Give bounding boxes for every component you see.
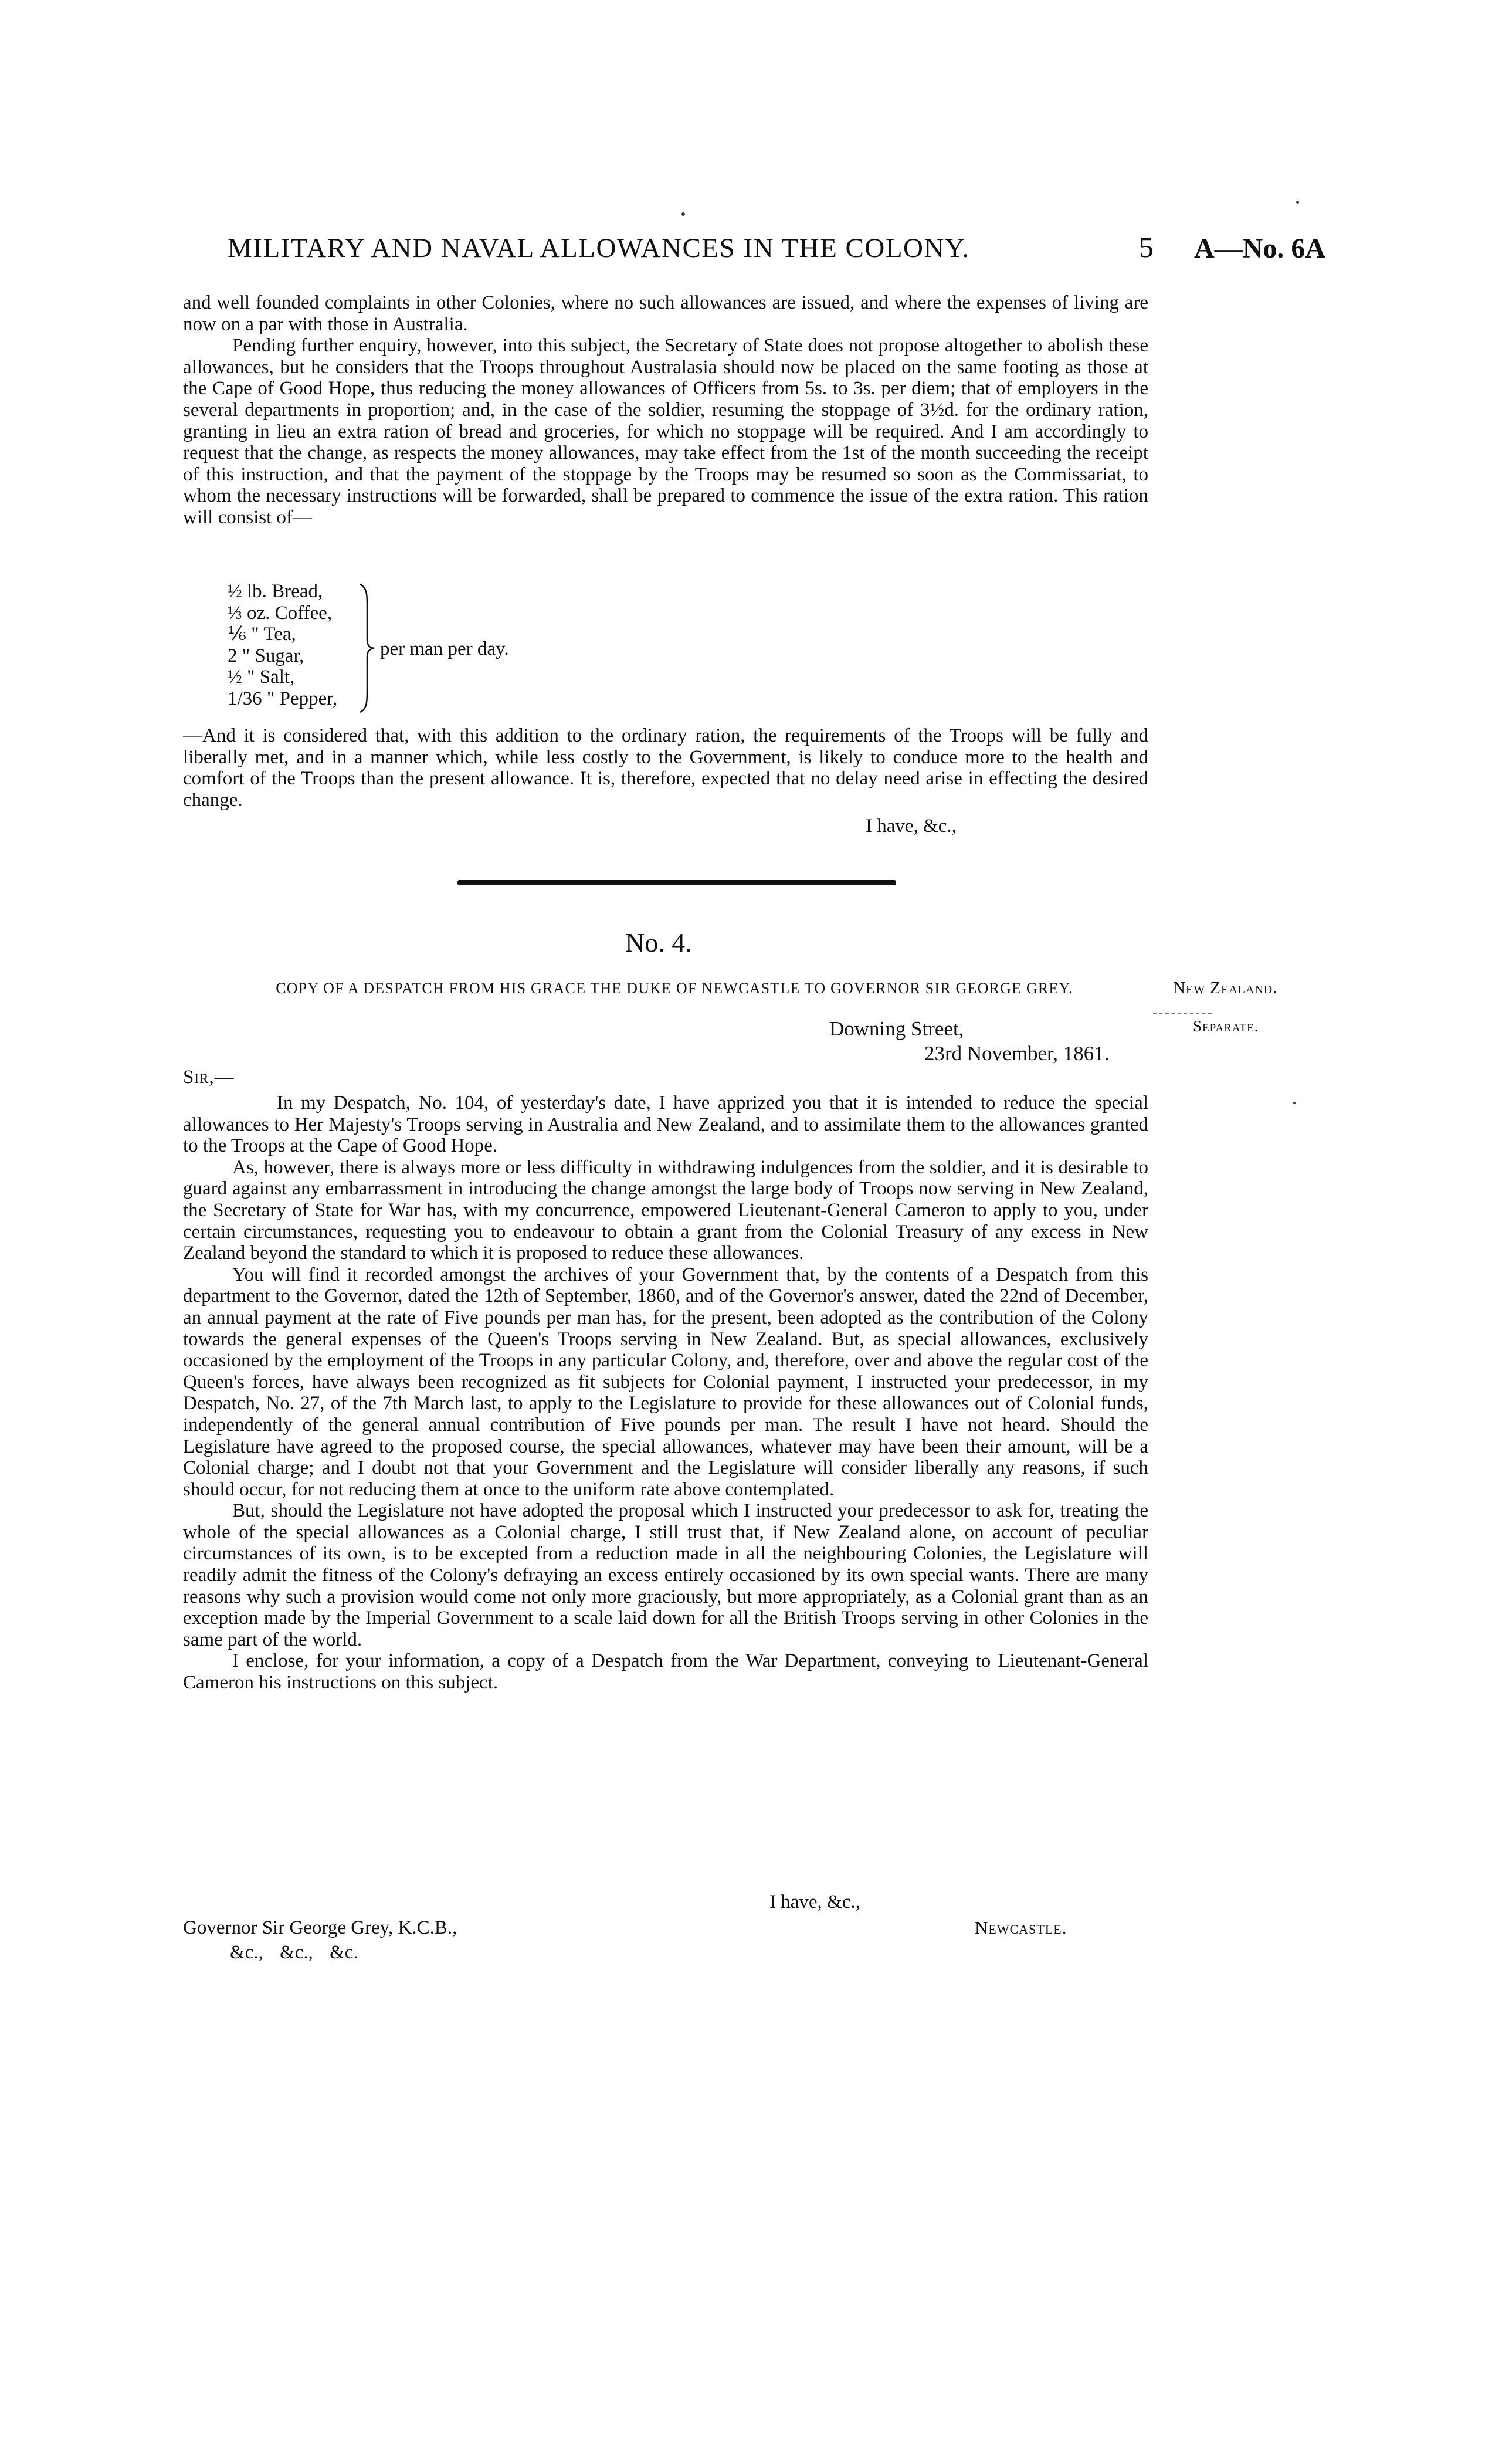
- paragraph: and well founded complaints in other Colonies, where no such allowances are issued, and where the expenses of living are now on a par with those in Australia.: [183, 292, 1148, 335]
- paragraph: I enclose, for your information, a copy of a Despatch from the War Department, conveying to Lieutenant-General Cameron his instructions on this subject.: [183, 1650, 1148, 1694]
- despatch-heading: COPY OF A DESPATCH FROM HIS GRACE THE DUKE OF NEWCASTLE TO GOVERNOR SIR GEORGE GREY.: [276, 980, 1073, 997]
- paragraph: As, however, there is always more or less difficulty in withdrawing indulgences from the soldier, and it is desirable to guard against any embarrassment in introducing the change amongst the large body of Troops now serving in New Zealand, the Secretary of State for War has, with my concurrence, empowered Lieutenant-General Cameron to apply to you, under certain circumstances, requesting you to endeavour to obtain a grant from the Colonial Treasury of any excess in New Zealand beyond the standard to which it is proposed to reduce these allowances.: [183, 1156, 1148, 1264]
- brace: [359, 583, 375, 713]
- paragraph: You will find it recorded amongst the archives of your Government that, by the contents of a Despatch from this department to the Governor, dated the 12th of September, 1860, and of the Governor's answer, dated the 22nd of December, an annual payment at the rate of Five pounds per man has, for the present, been adopted as the contribution of the Colony towards the general expenses of the Queen's Troops serving in New Zealand. But, as special allowances, exclusively occasioned by the employment of the Troops in any particular Colony, and, therefore, over and above the regular cost of the Queen's forces, have always been recognized as fit subjects for Colonial payment, I instructed your predecessor, in my Despatch, No. 27, of the 7th March last, to apply to the Legislature to provide for these allowances out of Colonial funds, independently of the general annual contribution of Five pounds per man. The result I have not heard. Should the Legislature have agreed to the proposed course, the special allowances, whatever may have been their amount, will be a Colonial charge; and I doubt not that your Government and the Legislature will consider liberally any reasons, if such should occur, for not reducing them at once to the uniform rate above contemplated.: [183, 1264, 1148, 1500]
- page-number: 5: [1139, 231, 1154, 263]
- ration-item: ½ lb. Bread,: [228, 581, 323, 602]
- ration-item: 2 " Sugar,: [228, 645, 304, 666]
- ration-note: per man per day.: [380, 638, 509, 659]
- margin-note: Separate.: [1193, 1017, 1259, 1035]
- print-speck: [1296, 201, 1299, 204]
- paper-reference: A—No. 6A: [1194, 233, 1325, 264]
- paragraph: But, should the Legislature not have adopted the proposal which I instructed your predecessor to ask for, treating the whole of the special allowances as a Colonial charge, I still trust that, if New Zealand alone, on account of peculiar circumstances of its own, is to be excepted from a reduction made in all the neighbouring Colonies, the Legislature will readily admit the fitness of the Colony's defraying an excess entirely occasioned by its own special wants. There are many reasons why such a provision would come not only more graciously, but more appropriately, as a Colonial grant than as an exception made by the Imperial Government to a scale laid down for all the British Troops serving in other Colonies in the same part of the world.: [183, 1500, 1148, 1650]
- paragraph: —And it is considered that, with this addition to the ordinary ration, the requirements of the Troops will be fully and liberally met, and in a manner which, while less costly to the Government, is likely to conduce more to the health and comfort of the Troops than the present allowance. It is, therefore, expected that no delay need arise in effecting the desired change.: [183, 725, 1148, 811]
- despatch-address: Downing Street,: [829, 1017, 964, 1040]
- margin-colony: New Zealand.: [1173, 979, 1278, 997]
- ration-item: ⅙ " Tea,: [228, 624, 296, 645]
- section-rule: [457, 880, 896, 885]
- previous-despatch-text: [183, 292, 1148, 529]
- print-speck: [681, 212, 685, 216]
- salutation: Sir,—: [183, 1067, 235, 1088]
- despatch-body: [183, 1092, 1148, 1694]
- ration-item: ½ " Salt,: [228, 666, 295, 688]
- previous-closing-text: [183, 725, 1148, 811]
- running-title: MILITARY AND NAVAL ALLOWANCES IN THE COLONY.: [228, 233, 970, 263]
- addressee: Governor Sir George Grey, K.C.B.,: [183, 1917, 457, 1938]
- addressee-etc: &c., &c., &c.: [230, 1942, 358, 1963]
- despatch-sign-off: I have, &c.,: [769, 1891, 860, 1913]
- paragraph: Pending further enquiry, however, into this subject, the Secretary of State does not propose altogether to abolish these allowances, but he considers that the Troops throughout Australasia should now be placed on the same footing as those at the Cape of Good Hope, thus reducing the money allowances of Officers from 5s. to 3s. per diem; that of employers in the several departments in proportion; and, in the case of the soldier, resuming the stoppage of 3½d. for the ordinary ration, granting in lieu an extra ration of bread and groceries, for which no stoppage will be required. And I am accordingly to request that the change, as respects the money allowances, may take effect from the 1st of the month succeeding the receipt of this instruction, and that the payment of the stoppage by the Troops may be resumed so soon as the Commissariat, to whom the necessary instructions will be forwarded, shall be prepared to commence the issue of the extra ration. This ration will consist of—: [183, 335, 1148, 528]
- signature: Newcastle.: [975, 1917, 1067, 1938]
- ration-item: 1/36 " Pepper,: [228, 688, 338, 709]
- paragraph: In my Despatch, No. 104, of yesterday's date, I have apprized you that it is intended to reduce the special allowances to Her Majesty's Troops serving in Australia and New Zealand, and to assimilate them to the allowances granted to the Troops at the Cape of Good Hope.: [183, 1092, 1148, 1157]
- despatch-date: 23rd November, 1861.: [924, 1042, 1110, 1065]
- despatch-number: No. 4.: [625, 928, 692, 957]
- print-speck: [1293, 1102, 1296, 1104]
- ration-list: [228, 581, 374, 710]
- sign-off: I have, &c.,: [866, 815, 957, 837]
- margin-dash: [1153, 1013, 1212, 1014]
- ration-item: ⅓ oz. Coffee,: [228, 602, 333, 624]
